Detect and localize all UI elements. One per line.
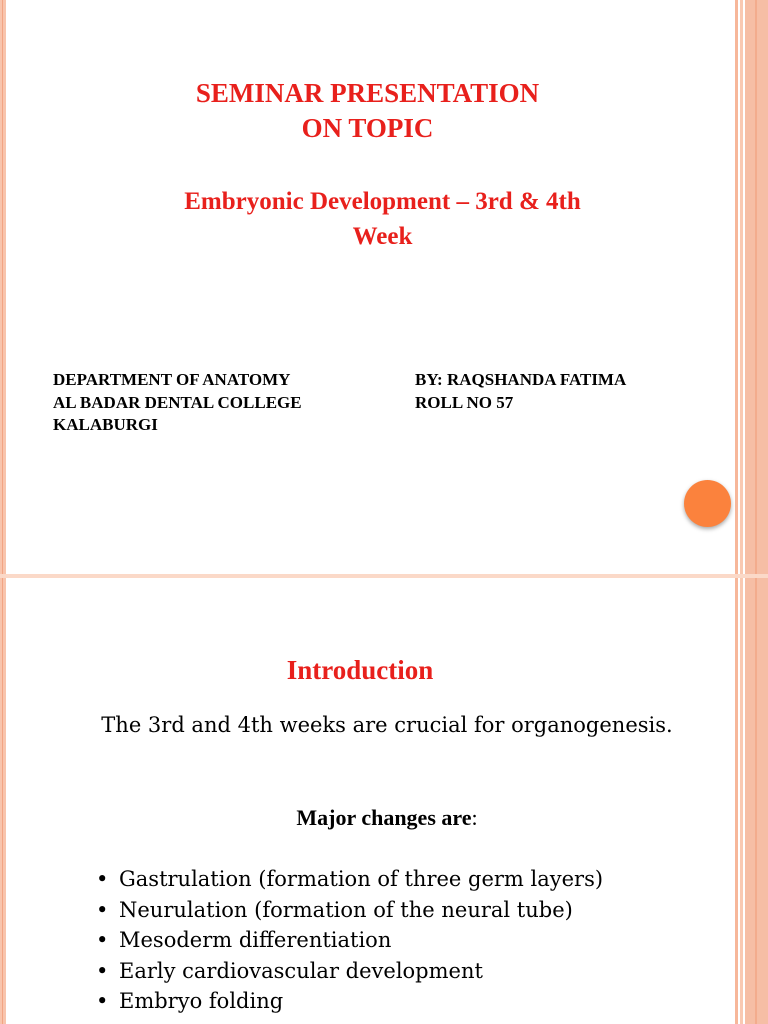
list-item-text: Mesoderm differentiation	[119, 928, 392, 952]
left-decorative-stripe	[0, 0, 6, 574]
college-name: AL BADAR DENTAL COLLEGE	[53, 392, 302, 412]
author-info	[415, 369, 626, 414]
title-line-1: SEMINAR PRESENTATION	[195, 78, 540, 108]
introduction-slide	[0, 578, 768, 1024]
introduction-heading: Introduction	[286, 655, 434, 685]
bullet-icon: •	[96, 867, 109, 891]
list-item	[96, 864, 603, 895]
introduction-text: The 3rd and 4th weeks are crucial for organogenesis.	[101, 713, 673, 737]
subtitle-line-1: Embryonic Development – 3rd & 4th	[184, 188, 581, 215]
right-decorative-band	[734, 0, 768, 574]
bullet-icon: •	[96, 897, 109, 922]
list-item	[96, 956, 603, 987]
slide-subtitle	[125, 184, 640, 254]
major-changes-bold: Major changes are	[296, 805, 472, 830]
subtitle-line-2: Week	[352, 223, 413, 250]
list-item	[96, 895, 603, 926]
major-changes-list	[96, 864, 603, 1017]
bullet-icon: •	[96, 958, 109, 983]
title-line-2: ON TOPIC	[301, 113, 434, 143]
major-changes-label	[0, 803, 768, 833]
slide-nav-dot[interactable]	[684, 480, 731, 527]
list-item	[96, 986, 603, 1017]
author-name: BY: RAQSHANDA FATIMA	[415, 370, 627, 389]
list-item-text: Early cardiovascular development	[119, 958, 483, 983]
right-decorative-band	[734, 578, 768, 1024]
list-item-text: Neurulation (formation of the neural tube)	[119, 897, 573, 922]
bullet-icon: •	[96, 989, 109, 1013]
slide-title	[140, 76, 595, 146]
roll-number: ROLL NO 57	[415, 392, 514, 412]
list-item	[96, 925, 603, 956]
major-changes-colon: :	[471, 805, 478, 830]
list-item-text: Embryo folding	[119, 989, 284, 1013]
left-decorative-stripe	[0, 578, 6, 1024]
city-name: KALABURGI	[53, 415, 158, 434]
list-item-text: Gastrulation (formation of three germ layers)	[119, 867, 604, 891]
department-name: DEPARTMENT OF ANATOMY	[53, 370, 291, 389]
department-info	[53, 369, 302, 437]
bullet-icon: •	[96, 928, 109, 952]
